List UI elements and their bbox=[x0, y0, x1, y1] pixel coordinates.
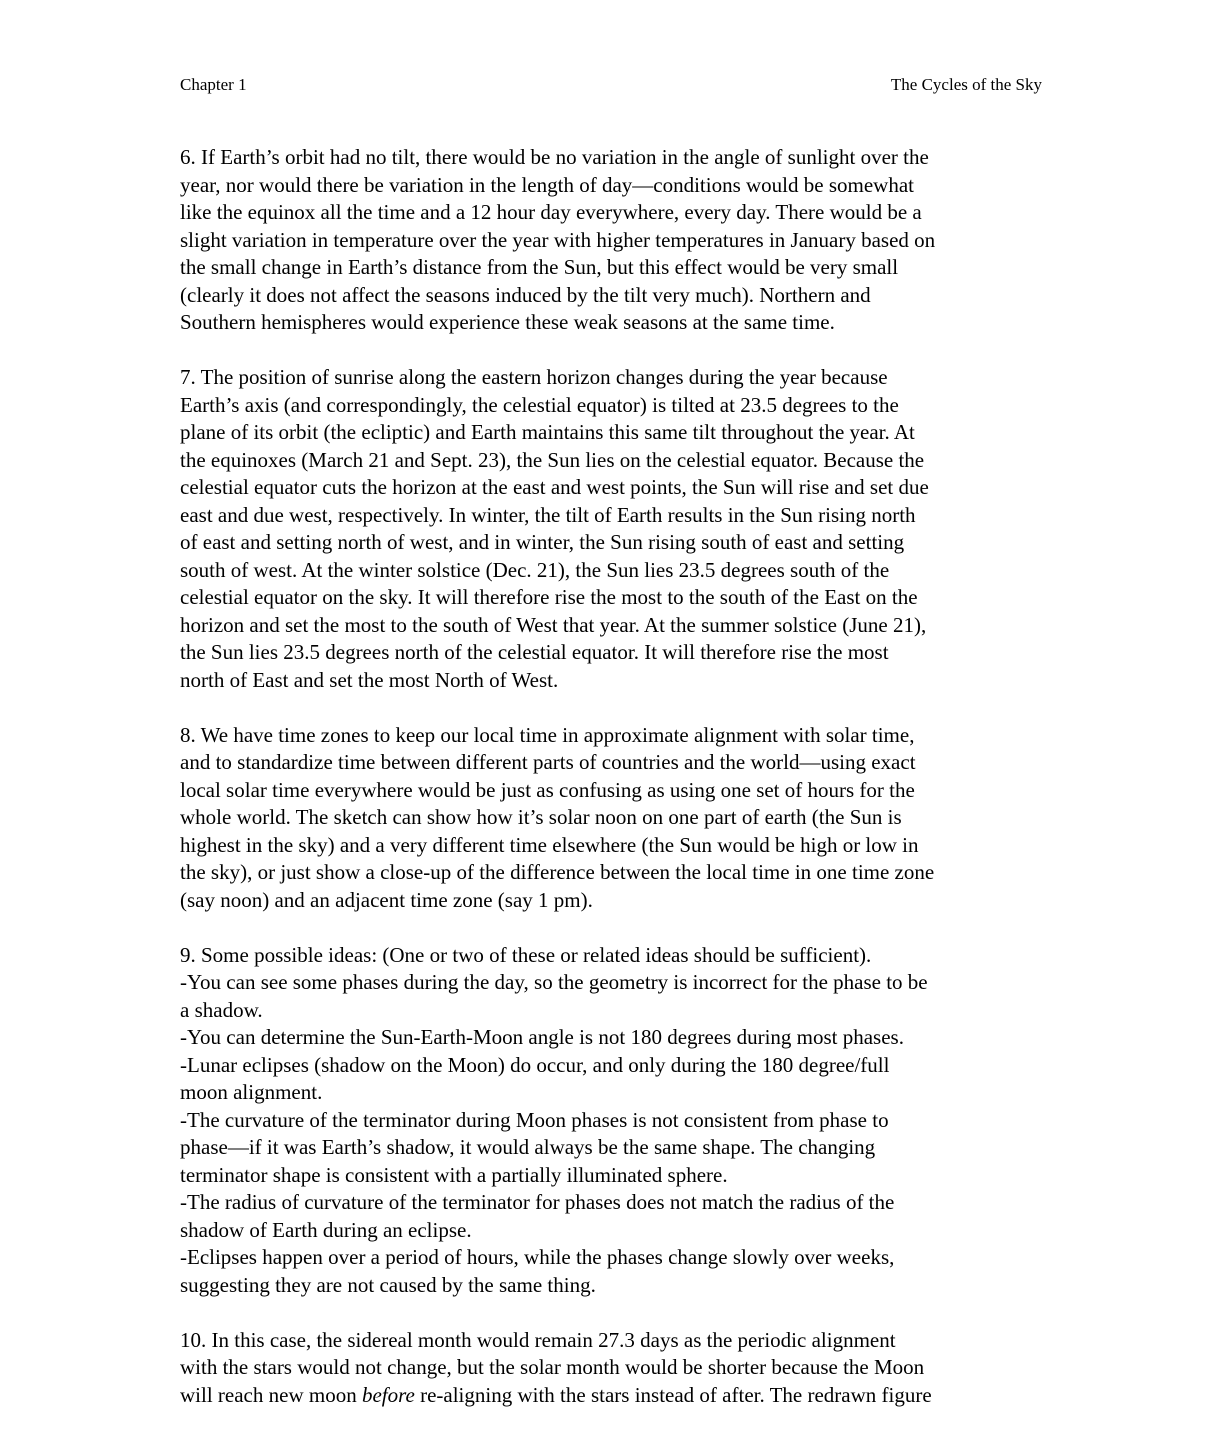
text-line: highest in the sky) and a very different time elsewhere (the Sun would be high or low in bbox=[180, 832, 919, 857]
answer-9-paragraph bbox=[180, 942, 1042, 1300]
text-line: year, nor would there be variation in the length of day—conditions would be somewhat bbox=[180, 172, 914, 197]
text-line: -Lunar eclipses (shadow on the Moon) do occur, and only during the 180 degree/full bbox=[180, 1052, 890, 1077]
text-line: the sky), or just show a close-up of the difference between the local time in one time zone bbox=[180, 860, 935, 884]
page-body bbox=[180, 144, 1042, 1409]
text-line: 6. If Earth’s orbit had no tilt, there would be no variation in the angle of sunlight over the bbox=[180, 145, 929, 169]
text-line: phase—if it was Earth’s shadow, it would always be the same shape. The changing bbox=[180, 1135, 876, 1159]
answer-8-paragraph bbox=[180, 722, 1042, 915]
text-line: and to standardize time between different parts of countries and the world—using exact bbox=[180, 750, 916, 774]
text-line: 9. Some possible ideas: (One or two of these or related ideas should be sufficient). bbox=[180, 942, 872, 967]
text-line: celestial equator cuts the horizon at the east and west points, the Sun will rise and set due bbox=[180, 475, 929, 499]
text-line: 10. In this case, the sidereal month would remain 27.3 days as the periodic alignment bbox=[180, 1327, 896, 1352]
text-line: a shadow. bbox=[180, 997, 263, 1022]
text-line: -The curvature of the terminator during Moon phases is not consistent from phase to bbox=[180, 1107, 889, 1132]
text-line: horizon and set the most to the south of West that year. At the summer solstice (June 21), bbox=[180, 612, 927, 637]
text-line: Southern hemispheres would experience these weak seasons at the same time. bbox=[180, 310, 835, 334]
text-line: with the stars would not change, but the solar month would be shorter because the Moon bbox=[180, 1355, 925, 1379]
text-line: 7. The position of sunrise along the eastern horizon changes during the year because bbox=[180, 365, 888, 389]
text-line: the small change in Earth’s distance from the Sun, but this effect would be very small bbox=[180, 255, 899, 279]
text-line: suggesting they are not caused by the same thing. bbox=[180, 1272, 596, 1297]
text-line: shadow of Earth during an eclipse. bbox=[180, 1217, 472, 1242]
text-line: -The radius of curvature of the terminator for phases does not match the radius of the bbox=[180, 1190, 895, 1214]
text-line: -Eclipses happen over a period of hours, while the phases change slowly over weeks, bbox=[180, 1245, 895, 1269]
text-line: terminator shape is consistent with a partially illuminated sphere. bbox=[180, 1162, 728, 1187]
text-line: moon alignment. bbox=[180, 1080, 323, 1104]
text-line: -You can see some phases during the day, so the geometry is incorrect for the phase to be bbox=[180, 970, 928, 994]
text-line: -You can determine the Sun-Earth-Moon angle is not 180 degrees during most phases. bbox=[180, 1025, 904, 1049]
text-line: celestial equator on the sky. It will therefore rise the most to the south of the East on the bbox=[180, 585, 918, 609]
text-line: north of East and set the most North of West. bbox=[180, 667, 559, 692]
text-line: like the equinox all the time and a 12 hour day everywhere, every day. There would be a bbox=[180, 200, 922, 224]
text-line bbox=[180, 1382, 1042, 1410]
text-line: local solar time everywhere would be just as confusing as using one set of hours for the bbox=[180, 777, 915, 802]
text-line: slight variation in temperature over the year with higher temperatures in January based on bbox=[180, 227, 936, 252]
text-line: the Sun lies 23.5 degrees north of the celestial equator. It will therefore rise the most bbox=[180, 640, 889, 664]
page-header bbox=[180, 74, 1042, 96]
answer-10-paragraph bbox=[180, 1327, 1042, 1410]
text-line: of east and setting north of west, and in winter, the Sun rising south of east and setting bbox=[180, 530, 905, 554]
chapter-title: The Cycles of the Sky bbox=[890, 75, 1042, 94]
text-run: will reach new moon bbox=[180, 1382, 362, 1407]
answer-7-paragraph bbox=[180, 364, 1042, 694]
text-line: (clearly it does not affect the seasons induced by the tilt very much). Northern and bbox=[180, 282, 871, 307]
answer-6-paragraph bbox=[180, 144, 1042, 337]
emphasized-word: before bbox=[361, 1382, 415, 1407]
text-line: Earth’s axis (and correspondingly, the celestial equator) is tilted at 23.5 degrees to the bbox=[180, 392, 899, 417]
text-line: 8. We have time zones to keep our local time in approximate alignment with solar time, bbox=[180, 722, 915, 747]
text-line: plane of its orbit (the ecliptic) and Earth maintains this same tilt throughout the year. At bbox=[180, 420, 915, 444]
chapter-label: Chapter 1 bbox=[180, 75, 247, 94]
text-line: east and due west, respectively. In winter, the tilt of Earth results in the Sun rising north bbox=[180, 502, 916, 527]
text-line: south of west. At the winter solstice (Dec. 21), the Sun lies 23.5 degrees south of the bbox=[180, 557, 890, 582]
text-line: the equinoxes (March 21 and Sept. 23), the Sun lies on the celestial equator. Because the bbox=[180, 447, 925, 472]
text-run: re-aligning with the stars instead of after. The redrawn figure bbox=[414, 1382, 932, 1407]
text-line: (say noon) and an adjacent time zone (say 1 pm). bbox=[180, 887, 593, 912]
text-line: whole world. The sketch can show how it’s solar noon on one part of earth (the Sun is bbox=[180, 805, 902, 829]
